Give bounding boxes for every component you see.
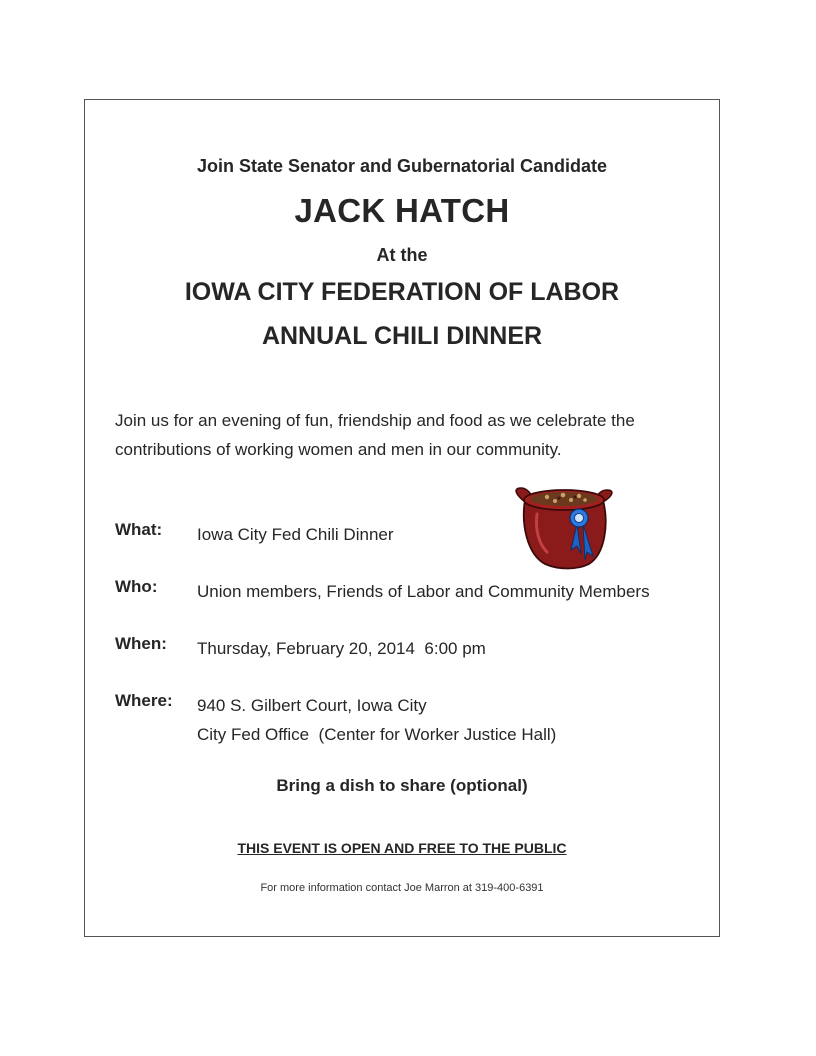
- flyer-frame: [84, 99, 720, 937]
- who-value: Union members, Friends of Labor and Community Members: [197, 582, 650, 601]
- what-label: What:: [115, 520, 163, 539]
- event-title: ANNUAL CHILI DINNER: [261, 322, 543, 350]
- intro-line-1: Join us for an evening of fun, friendship and food as we celebrate the: [115, 411, 635, 430]
- flyer-subtitle: Join State Senator and Gubernatorial Candidate: [196, 156, 608, 176]
- contact-info: For more information contact Joe Marron at 319-400-6391: [260, 882, 544, 894]
- where-venue: City Fed Office (Center for Worker Justice Hall): [197, 725, 557, 744]
- at-the-text: At the: [376, 245, 428, 265]
- when-value: Thursday, February 20, 2014 6:00 pm: [197, 639, 486, 658]
- where-value: [197, 691, 717, 749]
- when-label: When:: [115, 634, 167, 653]
- bring-dish-note: Bring a dish to share (optional): [276, 776, 528, 795]
- what-value: Iowa City Fed Chili Dinner: [197, 525, 394, 544]
- intro-paragraph: [115, 406, 705, 464]
- organization-name: IOWA CITY FEDERATION OF LABOR: [184, 278, 620, 306]
- where-address: 940 S. Gilbert Court, Iowa City: [197, 696, 427, 715]
- where-label: Where:: [115, 691, 173, 710]
- candidate-name: JACK HATCH: [294, 192, 510, 229]
- open-free-notice: THIS EVENT IS OPEN AND FREE TO THE PUBLIC: [237, 840, 567, 856]
- intro-line-2: contributions of working women and men in our community.: [115, 440, 562, 459]
- who-label: Who:: [115, 577, 158, 596]
